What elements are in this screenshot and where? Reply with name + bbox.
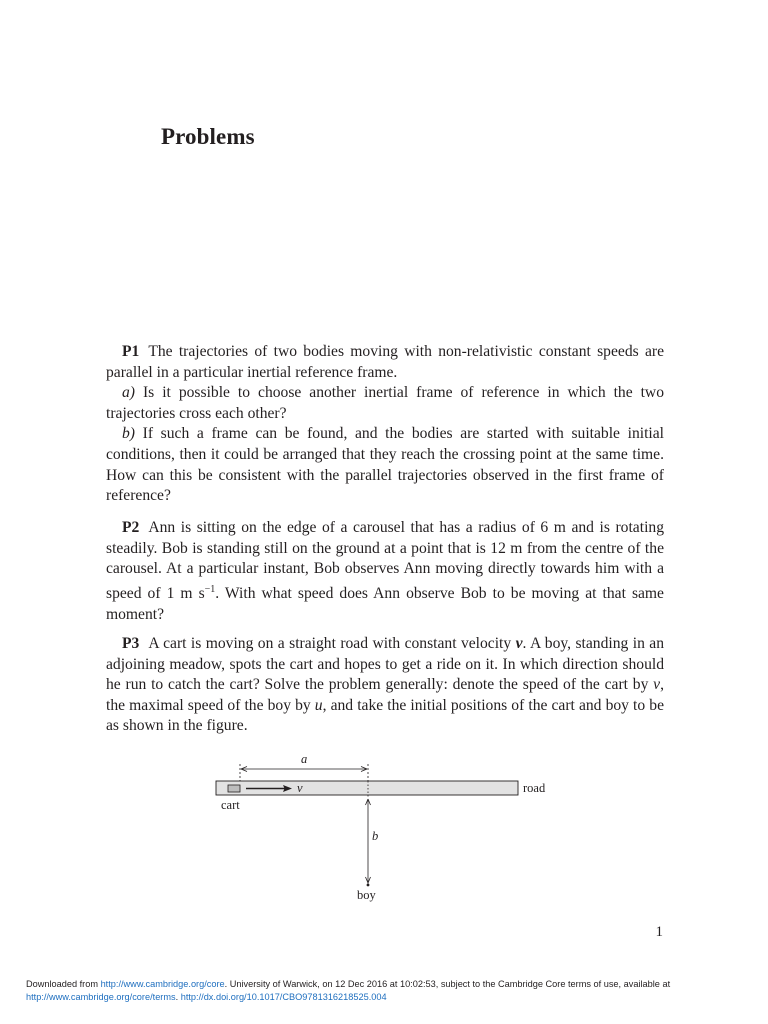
unit-exponent: −1 bbox=[204, 583, 216, 595]
problem-number: P1 bbox=[122, 343, 140, 360]
page-number: 1 bbox=[655, 924, 663, 940]
problem-p3-text: P3 A cart is moving on a straight road with constant velocity v. A boy, standing in an adjoining meadow, spots the cart and hopes to get a ride on it. In which direction should he run to catch the cart? Solve the problem generally: denote the speed of the cart by v, the maximal speed of the boy by u, and take the initial positions of the cart and boy to be as shown in the figure. bbox=[106, 635, 664, 735]
label-a: a bbox=[301, 752, 308, 766]
problem-p1-part-a: a) Is it possible to choose another inertial frame of reference in which the two trajectories cross each other? bbox=[106, 384, 664, 422]
cambridge-core-link[interactable]: http://www.cambridge.org/core bbox=[100, 979, 225, 989]
doi-link[interactable]: http://dx.doi.org/10.1017/CBO9781316218525.004 bbox=[180, 992, 387, 1002]
label-v: v bbox=[297, 781, 303, 795]
problem-number: P3 bbox=[122, 635, 140, 652]
download-footer: Downloaded from http://www.cambridge.org/core. University of Warwick, on 12 Dec 2016 at 10:02:53, subject to the Cambridge Core terms of use, available at http://www.cambridge.org/core/terms. http://dx.doi.org/10.1017/CBO9781316218525.004 bbox=[26, 979, 671, 1002]
speed-symbol-v: v bbox=[653, 676, 661, 694]
label-boy: boy bbox=[357, 888, 376, 902]
chapter-title: Problems bbox=[161, 124, 255, 149]
problem-p1-part-b: b) If such a frame can be found, and the bodies are started with suitable initial conditions, then it could be arranged that they reach the crossing point at the same time. How can this be consistent with the parallel trajectories observed in the first frame of reference? bbox=[106, 425, 664, 505]
boy-point bbox=[367, 884, 370, 887]
cart-boy-figure bbox=[200, 748, 560, 908]
part-label: a) bbox=[122, 384, 135, 402]
problem-number: P2 bbox=[122, 519, 140, 536]
label-road: road bbox=[523, 781, 546, 795]
label-b: b bbox=[372, 829, 379, 843]
problem-p2 bbox=[106, 518, 664, 625]
part-label: b) bbox=[122, 425, 135, 443]
velocity-vector-symbol: v bbox=[515, 635, 523, 652]
problem-p2-text: P2 Ann is sitting on the edge of a carousel that has a radius of 6 m and is rotating steadily. Bob is standing still on the ground at a point that is 12 m from the centre of the carousel. At a particular instant, Bob observes Ann moving directly towards him with a speed of 1 m $s^{-1}$. With what speed does Ann observe Bob to be moving at that same moment? bbox=[106, 519, 664, 623]
speed-symbol-u: u bbox=[314, 696, 323, 714]
problem-p3 bbox=[106, 634, 664, 737]
label-cart: cart bbox=[221, 798, 240, 812]
terms-link[interactable]: http://www.cambridge.org/core/terms bbox=[26, 992, 176, 1002]
problem-p1-intro: P1 The trajectories of two bodies moving with non-relativistic constant speeds are parallel in a particular inertial reference frame. bbox=[106, 343, 664, 381]
problem-p1 bbox=[106, 342, 664, 507]
cart bbox=[228, 785, 240, 792]
